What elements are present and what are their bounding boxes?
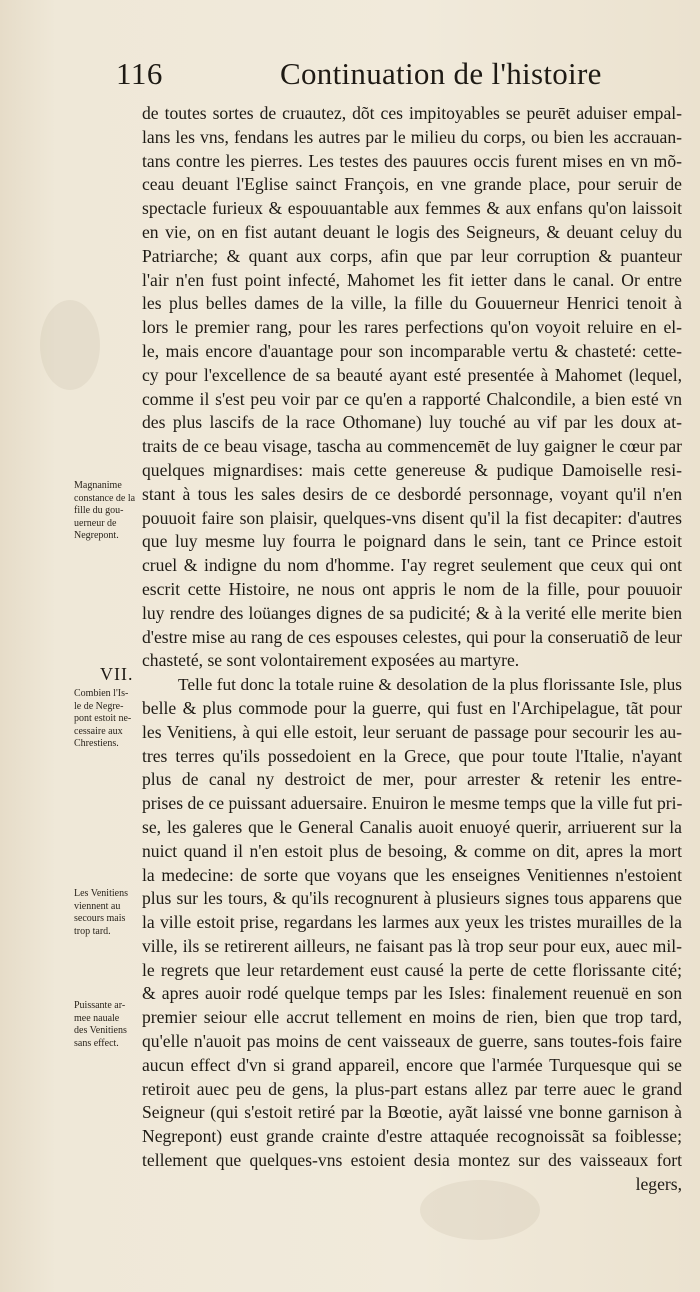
text-line: le, mais encore d'auantage pour son incomparable vertu & chasteté: cette- bbox=[142, 340, 682, 361]
text-line: premier seiour elle accrut tellement en moins de rien, bien que trop tard, bbox=[142, 1007, 682, 1028]
text-line: lans les vns, fendans les autres par le milieu du corps, ou bien les accrauan- bbox=[142, 126, 682, 147]
text-line: nuict quand il n'en estoit plus de besoing, & comme on dit, apres la mort bbox=[142, 840, 682, 861]
margin-note-line: constance de la bbox=[74, 492, 136, 504]
text-line: belle & plus commode pour la guerre, qui fust en l'Archipelague, tãt pour bbox=[142, 697, 682, 718]
text-line: que luy mesme luy fourra le poignard dans le sein, tant ce Prince estoit bbox=[142, 531, 682, 552]
text-line: prises de ce puissant aduersaire. Enuiron le mesme temps que la ville fut pri- bbox=[142, 793, 682, 814]
catchword: legers, bbox=[635, 1173, 682, 1194]
margin-note-line: Combien l'Is- bbox=[74, 688, 129, 699]
text-line: l'air n'en fust point infecté, Mahomet les fit ietter dans le canal. Or entre bbox=[142, 269, 682, 290]
text-line: comme il s'est peu voir par ce qu'en a rapporté Chalcondile, a bien esté vn bbox=[142, 388, 682, 409]
text-line: tellement que quelques-vns estoient desia montez sur des vaisseaux fort bbox=[142, 1150, 682, 1171]
margin-note-line: sans effect. bbox=[74, 1037, 119, 1049]
margin-note-line: Les Venitiens bbox=[74, 888, 128, 899]
text-line: qu'elle n'auoit pas moins de cent vaisseaux de guerre, sans toutes-fois faire bbox=[142, 1031, 682, 1052]
text-line: cruel & indigne du nom d'homme. I'ay regret seulement que ceux qui ont bbox=[142, 555, 682, 576]
margin-note-line: pont estoit ne- bbox=[74, 713, 132, 724]
text-line: plus sur les tours, & qu'ils recognurent à plusieurs signes tous apparens que bbox=[142, 888, 682, 909]
margin-note-line: trop tard. bbox=[74, 925, 111, 937]
text-line: en vie, on en fist autant deuant le logis des Seigneurs, & deuant celuy du bbox=[142, 221, 682, 242]
text-line: traits de ce beau visage, tascha au commencemēt de luy gaigner le cœur par bbox=[142, 436, 682, 457]
margin-note-line: Puissante ar- bbox=[74, 1000, 126, 1011]
text-line: Patriarche; & quant aux corps, afin que par leur corruption & puanteur bbox=[142, 245, 682, 266]
text-line: & apres auoir rodé quelque temps par les Isles: finalement reuenuë en son bbox=[142, 983, 682, 1004]
text-line: quelques mignardises: mais cette genereuse & pudique Damoiselle resi- bbox=[142, 459, 682, 480]
text-line: aucun effect d'vn si grand appareil, encore que l'armée Turquesque qui se bbox=[142, 1054, 682, 1075]
running-title: Continuation de l'histoire bbox=[280, 56, 602, 91]
text-line: Negrepont) eust grande crainte d'estre attaquée recognoissãt sa foiblesse; bbox=[142, 1126, 682, 1147]
text-line: luy rendre des loüanges dignes de sa pudicité; & à la verité elle merite bien bbox=[142, 602, 682, 623]
margin-note-line: Negrepont. bbox=[74, 530, 119, 541]
text-line: les Venitiens, à qui elle estoit, leur seruant de passage pour secourir les au- bbox=[142, 721, 682, 742]
margin-note-line: Chrestiens. bbox=[74, 738, 119, 749]
margin-note-line: uerneur de bbox=[74, 517, 117, 529]
margin-note-line: secours mais bbox=[74, 913, 126, 924]
margin-note-line: cessaire aux bbox=[74, 725, 123, 737]
text-line: les plus belles dames de la ville, la fille du Gouuerneur Henrici tenoit à bbox=[142, 293, 682, 314]
text-line: d'estre mise au rang de ces espouses celestes, qui pour la conseruatiõ de leur bbox=[142, 626, 682, 647]
margin-note-line: le de Negre- bbox=[74, 700, 124, 712]
paper-stain bbox=[40, 300, 100, 390]
margin-note-line: Magnanime bbox=[74, 480, 122, 491]
text-line: pouuoit faire son plaisir, quelques-vns disent qu'il la fist decapiter: d'autres bbox=[142, 507, 682, 528]
text-line: spectacle furieux & espouuantable aux femmes & aux enfans qu'on laissoit bbox=[142, 198, 682, 219]
text-line: cy pour l'excellence de sa beauté ayant esté presentée à Mahomet (lequel, bbox=[142, 364, 682, 385]
text-line: Telle fut donc la totale ruine & desolation de la plus florissante Isle, plus bbox=[178, 675, 682, 695]
page-number: 116 bbox=[116, 56, 163, 91]
text-line: plus de canal ny destroict de mer, pour arrester & retenir les entre- bbox=[142, 769, 682, 790]
text-line: tres terres qu'ils possedoient en la Grece, que pour toute l'Italie, n'ayant bbox=[142, 745, 682, 766]
text-line: retiroit auec peu de gens, la plus-part estans allez par terre auec le grand bbox=[142, 1078, 682, 1099]
page-header bbox=[112, 56, 672, 102]
body-text bbox=[142, 102, 682, 1197]
text-line: escrit cette Histoire, ne nous ont appris le nom de la fille, pour pouuoir bbox=[142, 578, 682, 599]
section-numeral: VII. bbox=[100, 664, 134, 684]
text-line: tans contre les pierres. Les testes des pauures occis furent mises en vn mõ- bbox=[142, 150, 682, 171]
text-line: la medecine: de sorte que voyans que les enseignes Venitiennes n'estoient bbox=[142, 864, 682, 885]
margin-note-line: des Venitiens bbox=[74, 1025, 127, 1036]
text-line: Seigneur (qui s'estoit retiré par la Bœotie, ayãt laissé vne bonne garnison à bbox=[142, 1102, 682, 1123]
margin-note-line: mee nauale bbox=[74, 1012, 120, 1024]
text-line: des plus lascifs de la race Othomane) luy touché au vif par les doux at- bbox=[142, 412, 682, 433]
text-line: de toutes sortes de cruautez, dõt ces impitoyables se peurēt aduiser empal- bbox=[142, 103, 682, 123]
text-line: la ville estoit prise, regardans les larmes aux yeux les tristes murailles de la bbox=[142, 912, 682, 933]
text-line: lors le premier rang, pour les rares perfections qu'on voyoit reluire en el- bbox=[142, 317, 682, 338]
text-line: ceau deuant l'Eglise sainct François, en vne grande place, pour seruir de bbox=[142, 174, 682, 195]
text-line: ville, ils se retirerent ailleurs, ne faisant pas là trop seur pour eux, auec mil- bbox=[142, 935, 682, 956]
text-line: chasteté, se sont volontairement exposées au martyre. bbox=[142, 650, 520, 671]
text-line: se, les galeres que le General Canalis auoit enuoyé querir, arriuerent sur la bbox=[142, 816, 682, 837]
margin-note-line: fille du gou- bbox=[74, 505, 124, 516]
text-line: stant à tous les sales desirs de ce desbordé personnage, voyant qu'il n'en bbox=[142, 483, 682, 504]
text-line: le regrets que leur retardement eust causé la perte de cette florissante cité; bbox=[142, 959, 682, 980]
margin-note-line: viennent au bbox=[74, 900, 121, 912]
